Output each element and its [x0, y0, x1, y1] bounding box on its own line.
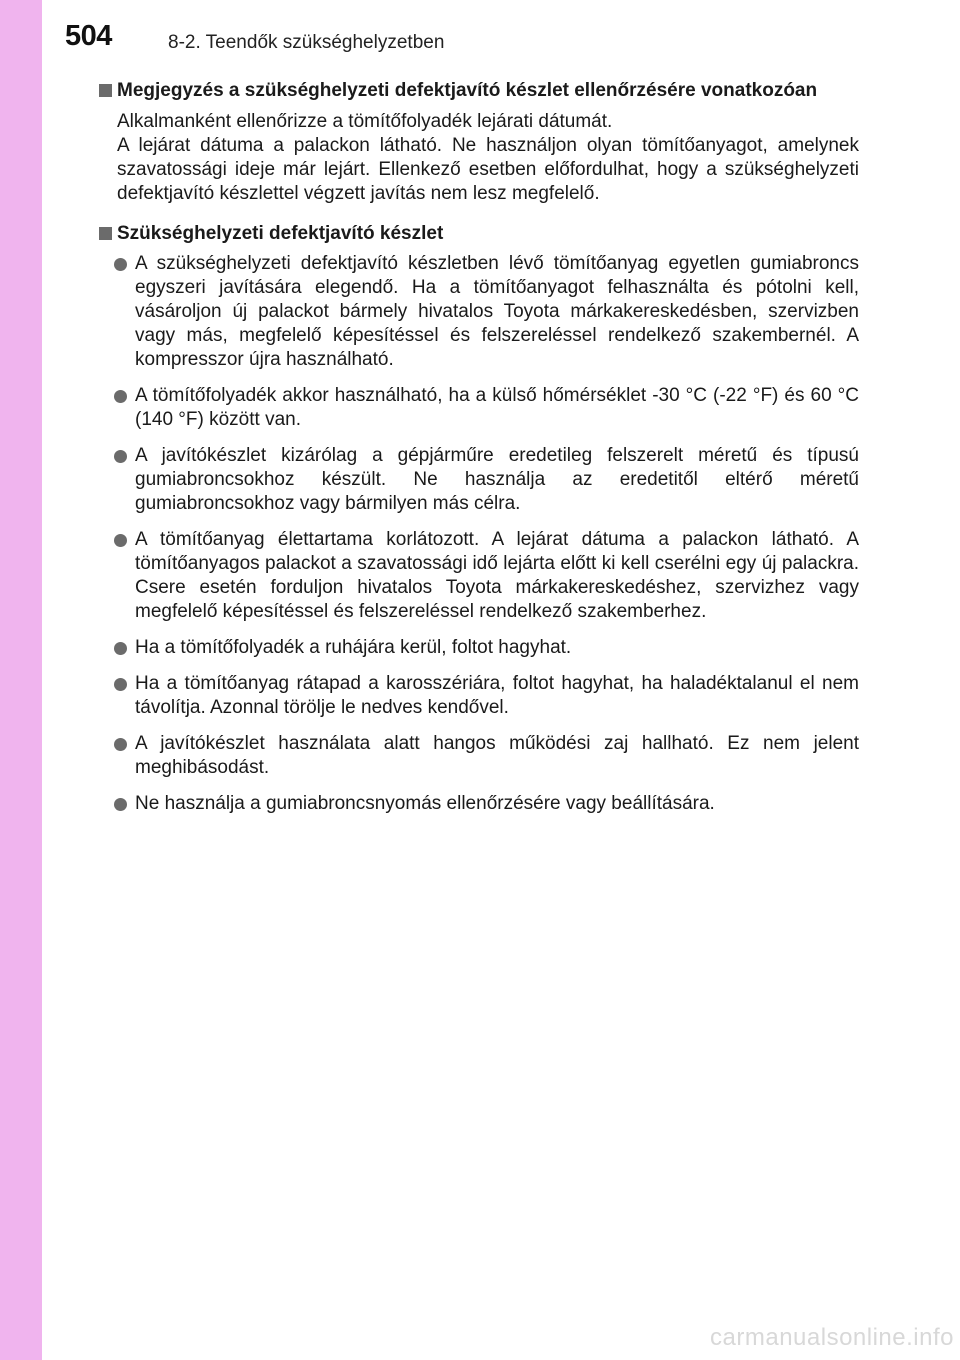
- list-item: [97, 672, 859, 720]
- chapter-title: 8-2. Teendők szükséghelyzetben: [168, 32, 445, 53]
- list-item-text: A javítókészlet használata alatt hangos működési zaj hallható. Ez nem jelent meghibásodást.: [135, 733, 859, 778]
- circle-bullet-icon: [114, 738, 127, 751]
- circle-bullet-icon: [114, 258, 127, 271]
- section-body: [97, 110, 859, 206]
- section-heading: [97, 222, 859, 246]
- paragraph: Alkalmanként ellenőrizze a tömítőfolyadék lejárati dátumát.: [117, 111, 613, 132]
- square-bullet-icon: [99, 84, 112, 97]
- list-item: [97, 252, 859, 372]
- list-item: [97, 384, 859, 432]
- section-heading: [97, 79, 859, 103]
- list-item-text: A tömítőfolyadék akkor használható, ha a külső hőmérséklet -30 °C (-22 °F) és 60 °C (140 °F) között van.: [135, 385, 859, 430]
- list-item: [97, 792, 859, 816]
- circle-bullet-icon: [114, 678, 127, 691]
- page-content: [97, 79, 859, 828]
- circle-bullet-icon: [114, 390, 127, 403]
- list-item: [97, 528, 859, 624]
- paragraph: A lejárat dátuma a palackon látható. Ne használjon olyan tömítőanyagot, amelynek szavatossági ideje már lejárt. Ellenkező esetben előfordulhat, hogy a szükséghelyzeti defektjavító készlettel végzett javítás nem lesz megfelelő.: [117, 135, 859, 204]
- section-repair-kit: [97, 222, 859, 816]
- chapter-side-tab: [0, 0, 42, 1360]
- section-heading-text: Megjegyzés a szükséghelyzeti defektjavító készlet ellenőrzésére vonatkozóan: [117, 80, 818, 101]
- list-item: [97, 444, 859, 516]
- circle-bullet-icon: [114, 642, 127, 655]
- section-heading-text: Szükséghelyzeti defektjavító készlet: [117, 223, 444, 244]
- list-item: [97, 636, 859, 660]
- list-item-text: Ha a tömítőfolyadék a ruhájára kerül, foltot hagyhat.: [135, 637, 572, 658]
- list-item-text: A tömítőanyag élettartama korlátozott. A lejárat dátuma a palackon látható. A tömítőanyagos palackot a szavatossági idő lejárta előtt ki kell cserélni egy új palackra. Csere esetén forduljon hivatalos Toyota márkakereskedéshez, szervizhez vagy megfelelő képesítéssel és felszereléssel rendelkező szakemberhez.: [135, 529, 859, 622]
- list-item-text: A szükséghelyzeti defektjavító készletben lévő tömítőanyag egyetlen gumiabroncs egyszeri javítására elegendő. Ha a tömítőanyagot felhasználta és pótolni kell, vásároljon új palackot bármely hivatalos Toyota márkakereskedésben, szervizben vagy más, megfelelő képesítéssel és felszereléssel rendelkező szakembernél. A kompresszor újra használható.: [135, 253, 859, 370]
- circle-bullet-icon: [114, 450, 127, 463]
- list-item-text: Ha a tömítőanyag rátapad a karosszériára, foltot hagyhat, ha haladéktalanul el nem távolítja. Azonnal törölje le nedves kendővel.: [135, 673, 859, 718]
- page-number: 504: [65, 20, 112, 52]
- circle-bullet-icon: [114, 534, 127, 547]
- bullet-list: [97, 252, 859, 816]
- circle-bullet-icon: [114, 798, 127, 811]
- list-item-text: A javítókészlet kizárólag a gépjárműre eredetileg felszerelt méretű és típusú gumiabroncsokhoz készült. Ne használja az eredetitől eltérő méretű gumiabroncsokhoz vagy bármilyen más célra.: [135, 445, 859, 514]
- list-item-text: Ne használja a gumiabroncsnyomás ellenőrzésére vagy beállítására.: [135, 793, 715, 814]
- watermark-text: carmanualsonline.info: [710, 1324, 954, 1351]
- section-sealant-check-note: [97, 79, 859, 206]
- square-bullet-icon: [99, 227, 112, 240]
- list-item: [97, 732, 859, 780]
